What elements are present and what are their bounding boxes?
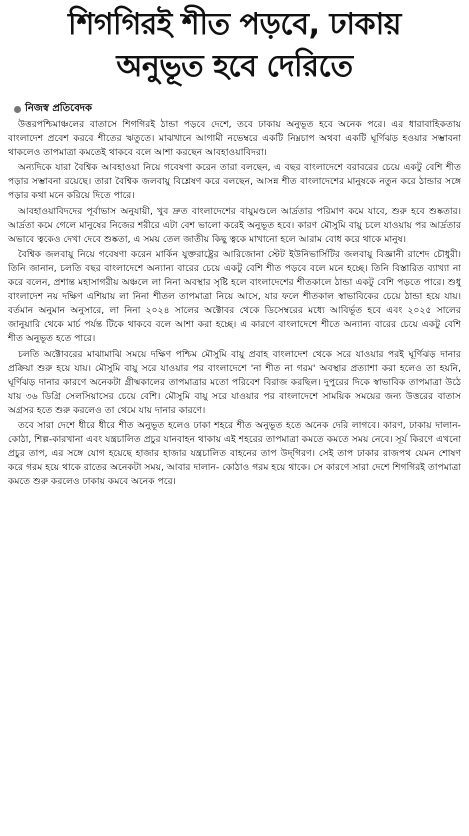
headline-line-2: অনুভূত হবে দেরিতে: [116, 49, 353, 84]
byline: [14, 102, 461, 116]
article-body: [8, 118, 461, 489]
paragraph: অন্যদিকে যারা বৈশ্বিক আবহাওয়া নিয়ে গবেষণা করেন তারা বলছেন, এ বছর বাংলাদেশে বরাবরের চেয়ে একটু বেশি শীত পড়ার সম্ভাবনা রয়েছে। তারা বৈশ্বিক জলবায়ু বিশ্লেষণ করে বলছেন, আসন্ন শীত বাংলাদেশের মানুষকে নতুন করে ঠান্ডার সঙ্গে পড়ার কথা মনে করিয়ে দিতে পারে।: [8, 162, 461, 202]
bullet-icon: [14, 106, 21, 113]
headline-line-1: শিগগিরই শীত পড়বে, ঢাকায়: [68, 7, 401, 42]
byline-text: নিজস্ব প্রতিবেদক: [25, 103, 93, 114]
paragraph: চলতি অক্টোবরের মাঝামাঝি সময়ে দক্ষিণ পশ্চিম মৌসুমি বায়ু প্রবাহ বাংলাদেশ থেকে সরে যাওয়ার পরই ঘূর্ণিঝড় দানার প্রক্রিয়া শুরু হয়ে যায়। মৌসুমি বায়ু সরে যাওয়ার পর বাংলাদেশে 'না শীত না গরম' অবস্থার প্রত্যাশা করা হলেও তা হয়নি, ঘূর্ণিঝড় দানার কারণে অনেকটা গ্রীষ্মকালের তাপমাত্রার মতো পরিবেশ বিরাজ করছিল। দুপুরের দিকে স্বাভাবিক তাপমাত্রা উঠে যায় ৩৬ ডিগ্রি সেলসিয়াসের চেয়ে বেশি। মৌসুমি বায়ু সরে যাওয়ার পর বাংলাদেশে সাময়িক সময়ের জন্য উত্তরের বাতাস অগ্রসর হতে শুরু করলেও তা থেমে যায় দানার কারণে।: [8, 348, 461, 416]
paragraph: উত্তরপশ্চিমাঞ্চলের বাতাসে শিগগিরই ঠান্ডা পড়বে দেশে, তবে ঢাকায় অনুভূত হবে অনেক পরে। এর ধারাবাহিকতায় বাংলাদেশ প্রবেশ করবে শীতের ঋতুতে। মাঝখানে আগামী নভেম্বরে একটি নিম্নচাপ অথবা একটি ঘূর্ণিঝড় হওয়ার সম্ভাবনা থাকলেও তাপমাত্রা কমতেই থাকবে বলে আশা করছেন আবহাওয়াবিদরা।: [8, 119, 461, 159]
paragraph: তবে সারা দেশে ধীরে ধীরে শীত অনুভূত হলেও ঢাকা শহরে শীত অনুভূত হতে অনেক দেরি লাগবে। কারণ, ঢাকায় দালান-কোঠা, শিল্প-কারখানা এবং যন্ত্রচালিত প্রচুর যানবাহন থাকায় এই শহরের তাপমাত্রা কমতে কমতে সময় নেবে। সূর্য কিরণে এখনো প্রচুর তাপ, এর সঙ্গে যোগ হয়েছে হাজার হাজার যন্ত্রচালিত বাহনের তাপ উদ্‌গিরণ। সেই তাপ ঢাকার রাজপথ যেমন শোষণ করে গরম হয়ে থাকে রাতের অনেকটা সময়, আবার দালান- কোঠাও গরম হয়ে থাকে। সে কারণে সারা দেশে শিগগিরই তাপমাত্রা কমতে শুরু করলেও ঢাকায় কমবে অনেক পরে।: [8, 419, 461, 488]
paragraph: আবহাওয়াবিদদের পূর্বাভাস অনুযায়ী, খুব দ্রুত বাংলাদেশের বায়ুমণ্ডলে আর্দ্রতার পরিমাণ কমে যাবে, শুরু হবে শুষ্কতার। আর্দ্রতা কমে গেলে মানুষের নিজের শরীরে এটা বেশ ভালো করেই অনুভূত হবে। কারণ মৌসুমি বায়ু চলে যাওয়ায় পর আর্দ্রতার অভাবে ত্বকেও দেখা দেবে শুষ্কতা, এ সময় তেল জাতীয় কিছু ত্বকে মাখানো হলে আরাম বোধ করে থাকে মানুষ।: [8, 205, 461, 245]
headline: [8, 0, 461, 88]
paragraph: বৈশ্বিক জলবায়ু নিয়ে গবেষণা করেন মার্কিন যুক্তরাষ্ট্রের আরিজোনা স্টেট ইউনিভার্সিটির জলবায়ু বিজ্ঞানী রাশেদ চৌধুরী। তিনি জানান, চলতি বছর বাংলাদেশে অন্যান্য বারের চেয়ে একটু বেশি শীত পড়বে বলে মনে হচ্ছে। তিনি বিস্তারিত ব্যাখ্যা না করে বলেন, প্রশান্ত মহাসাগরীয় অঞ্চলে লা নিনা অবস্থার সৃষ্টি হলে বাংলাদেশের শীতকালে ঠান্ডা একটু বেশি পড়তে পারে। শুধু বাংলাদেশ নয় দক্ষিণ এশিয়ায় লা নিনা শীতল তাপমাত্রা নিয়ে আসে, যার ফলে শীতকাল স্বাভাবিকের চেয়ে ঠান্ডা হয়ে যায়। বর্তমান অনুমান অনুসারে, লা নিনা ২০২৪ সালের অক্টোবর থেকে ডিসেম্বরের মধ্যে আবির্ভূত হবে এবং ২০২৫ সালের জানুয়ারি থেকে মার্চ পর্যন্ত টিকে থাকবে বলে আশা করা হচ্ছে। এ কারণে বাংলাদেশে শীতে অন্যান্য বারের চেয়ে একটু বেশি শীত অনুভূত হতে পারে।: [8, 248, 461, 345]
